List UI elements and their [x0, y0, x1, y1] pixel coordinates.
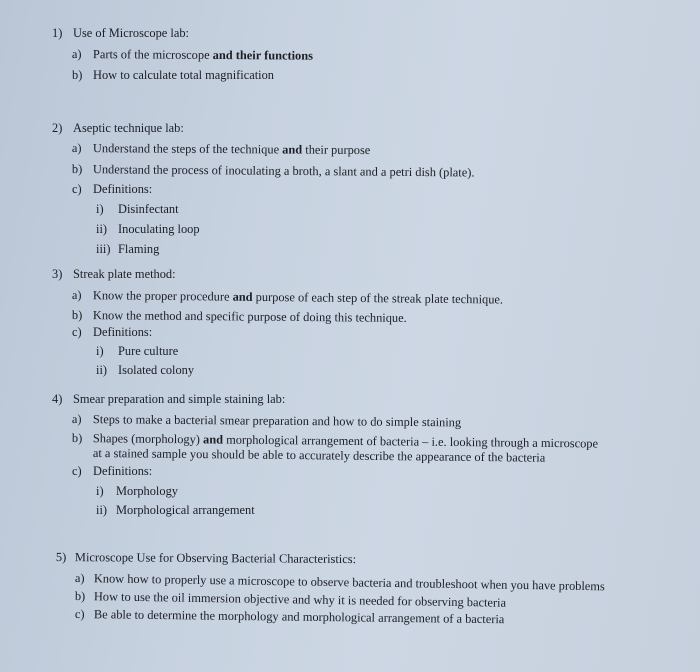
item-marker: c) — [74, 607, 85, 622]
item-text — [93, 288, 503, 307]
item-marker: ii) — [96, 363, 108, 377]
item-marker: b) — [71, 162, 83, 177]
item-text-segment: morphological arrangement of bacteria – i.e. looking through a microscope — [222, 432, 599, 451]
item-marker: a) — [71, 412, 82, 427]
item-marker: b) — [72, 68, 83, 82]
item-text-segment: Shapes (morphology) — [92, 431, 204, 447]
item-marker: a) — [74, 571, 85, 586]
item-marker: b) — [74, 589, 86, 604]
item-marker: c) — [72, 182, 82, 196]
item-text: Definitions: — [93, 325, 153, 339]
item-text: Pure culture — [118, 344, 179, 358]
item-text: at a stained sample you should be able to accurately describe the appearance of the bacteria — [92, 446, 546, 465]
section-title: Use of Microscope lab: — [73, 26, 189, 40]
item-text — [93, 47, 313, 64]
item-text: Definitions: — [93, 182, 153, 196]
item-text — [93, 141, 370, 158]
section-number: 5) — [55, 550, 67, 565]
item-text: Isolated colony — [118, 363, 195, 377]
item-marker: a) — [71, 47, 82, 62]
section-title: Streak plate method: — [73, 267, 176, 281]
item-marker: b) — [71, 431, 83, 446]
item-marker: ii) — [96, 503, 108, 517]
item-marker: b) — [71, 308, 83, 323]
section-number: 2) — [52, 121, 63, 135]
item-marker: ii) — [96, 222, 108, 236]
item-text: Be able to determine the morphology and morphological arrangement of a bacteria — [93, 607, 505, 627]
item-text-bold: and — [202, 432, 224, 447]
item-marker: a) — [71, 141, 82, 156]
item-text: How to use the oil immersion objective and why it is needed for observing bacteria — [93, 589, 507, 610]
item-text-bold: and — [232, 289, 253, 304]
item-text-bold: and — [282, 142, 303, 157]
item-marker: c) — [72, 464, 82, 478]
item-text-bold: and their functions — [212, 47, 314, 63]
item-text: Morphological arrangement — [116, 503, 255, 517]
item-text-segment: Understand the steps of the technique — [92, 141, 283, 157]
section-title: Aseptic technique lab: — [73, 121, 184, 135]
item-text: Inoculating loop — [118, 222, 200, 236]
item-marker: a) — [71, 288, 82, 303]
item-text: Know the method and specific purpose of doing this technique. — [92, 308, 407, 325]
item-text: How to calculate total magnification — [93, 68, 274, 82]
item-marker: c) — [72, 325, 82, 339]
section-number: 3) — [52, 267, 63, 281]
item-marker: i) — [96, 202, 104, 216]
item-text-segment: purpose of each step of the streak plate technique. — [252, 289, 504, 307]
section-title: Smear preparation and simple staining lab: — [73, 392, 286, 406]
item-text: Disinfectant — [118, 202, 179, 216]
item-text-segment: Know the proper procedure — [92, 288, 233, 304]
item-text: Understand the process of inoculating a broth, a slant and a petri dish (plate). — [92, 162, 475, 180]
item-marker: iii) — [96, 242, 111, 256]
item-text-segment: their purpose — [302, 142, 371, 158]
item-text-segment: Parts of the microscope — [92, 47, 213, 62]
section-title: Microscope Use for Observing Bacterial Characteristics: — [74, 550, 357, 567]
item-text: Know how to properly use a microscope to observe bacteria and troubleshoot when you have problems — [93, 571, 605, 594]
item-text: Steps to make a bacterial smear preparation and how to do simple staining — [92, 412, 462, 430]
section-number: 4) — [52, 392, 63, 406]
item-marker: i) — [96, 344, 104, 358]
item-text: Morphology — [116, 484, 178, 498]
item-text: Definitions: — [93, 464, 153, 478]
item-marker: i) — [96, 484, 104, 498]
item-text: Flaming — [118, 242, 160, 256]
section-number: 1) — [52, 26, 63, 40]
